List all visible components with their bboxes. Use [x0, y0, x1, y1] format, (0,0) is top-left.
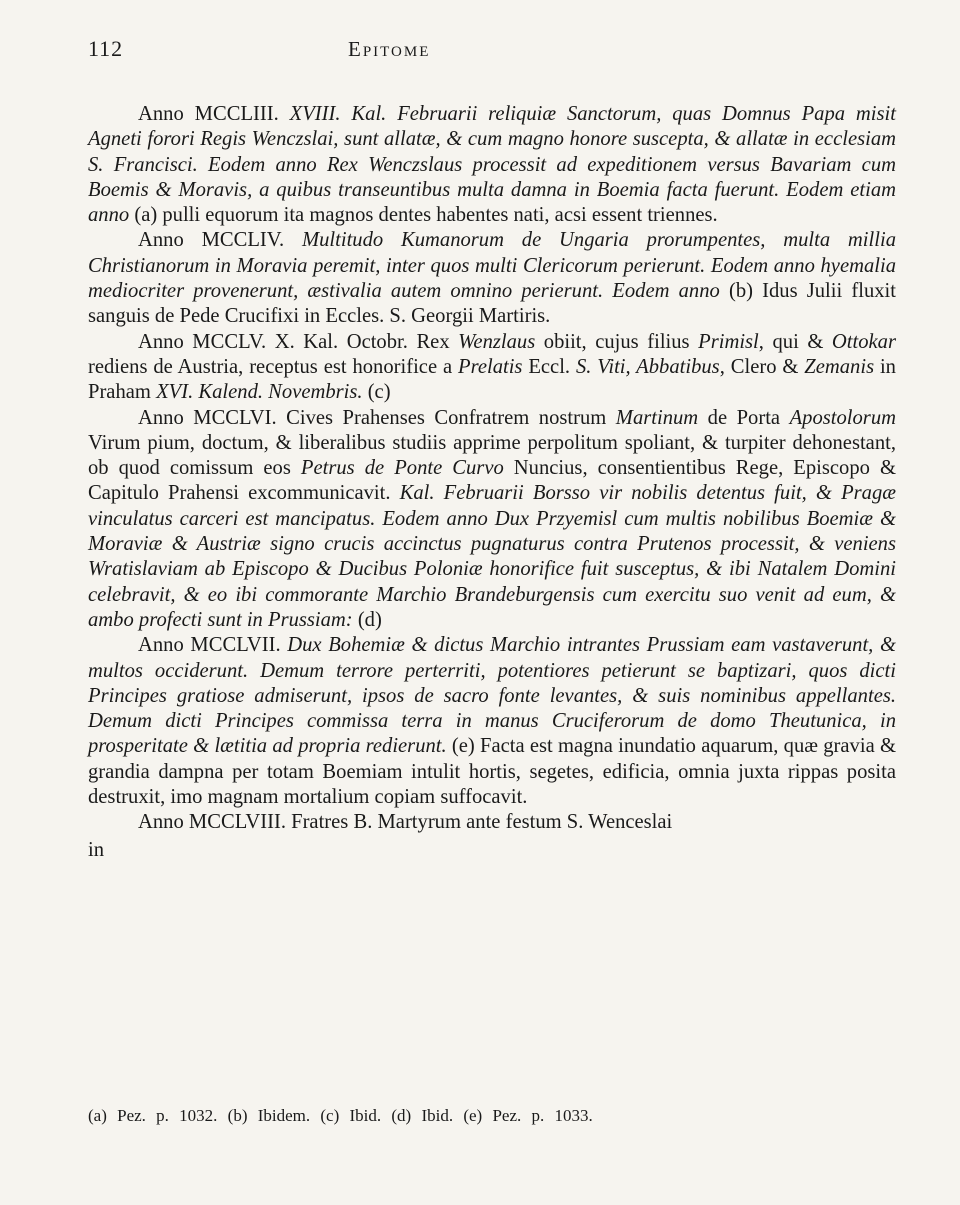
text-segment: Anno MCCLIV. — [138, 229, 302, 252]
text-segment: Nuncius, consentientibus Rege, Episcopo & Capitulo Prahensi excommunicavit. — [88, 457, 896, 505]
text-segment: (a) pulli equorum ita magnos dentes habentes nati, acsi essent triennes. — [134, 204, 718, 227]
text-segment: Multitudo Kumanorum de Ungaria prorumpentes, multa millia Christianorum in Moravia peremit, inter quos multi Clericorum perierunt. Eodem anno hyemalia mediocriter provenerunt, æstivalia autem omnino perierunt. Eodem anno — [88, 229, 896, 303]
body-text — [88, 102, 896, 862]
paragraph-anno-1257 — [88, 633, 896, 810]
text-segment: Anno MCCLIII. — [138, 103, 290, 125]
text-segment: in Praham — [88, 355, 896, 404]
text-segment: obiit, cujus filius — [535, 330, 699, 353]
text-segment: Martinum — [615, 406, 699, 429]
text-segment: Apostolorum — [789, 406, 896, 429]
text-segment: Eccl. — [522, 355, 576, 378]
text-segment: Petrus de Ponte Curvo — [300, 457, 504, 480]
paragraph-anno-1256 — [88, 406, 896, 634]
text-segment: Anno MCCLVIII. Fratres B. Martyrum ante festum S. Wenceslai — [138, 811, 673, 834]
text-segment: rediens de Austria, receptus est honorifice a — [88, 355, 458, 378]
text-segment: XVIII. Kal. Februarii reliquiæ Sanctorum, quas Domnus Papa misit Agneti forori Regis Wenczslai, sunt allatæ, & cum magno honore suscepta, & allatæ in ecclesiam S. Francisci. Eodem anno Rex Wenczslaus processit ad expeditionem versus Bavariam cum Boemis & Moravis, a quibus transeuntibus multa damna in Boemia facta fuerunt. Eodem etiam anno — [88, 103, 896, 227]
text-segment: (e) Facta est magna inundatio aquarum, quæ gravia & grandia dampna per totam Boemiam intulit hortis, segetes, edificia, omnia juxta rippas posita destruxit, imo magnam mortalium copiam suffocavit. — [88, 735, 896, 809]
text-segment: de Porta — [698, 406, 790, 429]
text-segment: Ottokar — [831, 330, 896, 353]
text-segment: , qui & — [758, 330, 832, 353]
text-segment: Anno MCCLVI. Cives Prahenses Confratrem nostrum — [138, 406, 616, 429]
text-segment: Anno MCCLVII. — [138, 634, 288, 657]
text-segment: , Clero & — [719, 355, 805, 378]
catchword: in — [88, 838, 105, 861]
text-segment: Dux Bohemiæ & dictus Marchio intrantes Prussiam eam vastaverunt, & multos occiderunt. Demum terrore perterriti, potentiores petierunt se baptizari, quos dicti Principes gratiose admiserunt, ipsos de sacro fonte levantes, & suis nominibus appellantes. Demum dicti Principes commissa terra in manus Cruciferorum de domo Theutunica, in prosperitate & lætitia ad propria redierunt. — [88, 634, 896, 758]
text-segment: S. Viti, Abbatibus — [575, 355, 720, 378]
paragraph-anno-1258 — [88, 810, 896, 835]
paragraph-anno-1255 — [88, 330, 896, 406]
text-segment: (c) — [362, 381, 391, 404]
footnotes: (a) Pez. p. 1032. (b) Ibidem. (c) Ibid. (d) Ibid. (e) Pez. p. 1033. — [88, 1106, 593, 1125]
paragraph-anno-1253 — [88, 102, 896, 228]
text-segment: (d) — [352, 608, 382, 631]
text-segment: Kal. Februarii Borsso vir nobilis detentus fuit, & Pragæ vinculatus carceri est mancipatus. Eodem anno Dux Przyemisl cum multis nobilibus Boemiæ & Moraviæ & Austriæ signo crucis accinctus pugnaturus contra Prutenos processit, & veniens Wratislaviam ab Episcopo & Ducibus Poloniæ honorifice fuit susceptus, & ibi Natalem Domini celebravit, & eo ibi commorante Marchio Brandeburgensis cum exercitu suo venit ad eum, & ambo profecti sunt in Prussiam: — [88, 482, 896, 631]
running-head: Epitome — [348, 37, 431, 61]
text-segment: Anno MCCLV. X. Kal. Octobr. Rex — [138, 330, 459, 353]
text-segment: Wenzlaus — [458, 330, 536, 353]
text-segment: Zemanis — [804, 355, 875, 378]
paragraph-anno-1254 — [88, 228, 896, 329]
text-segment: (b) Idus Julii fluxit sanguis de Pede Crucifixi in Eccles. S. Georgii Martiris. — [88, 280, 896, 328]
text-segment: Virum pium, doctum, & liberalibus studiis apprime perpolitum spoliant, & turpiter dehonestant, ob quod comissum eos — [88, 431, 896, 480]
text-segment: Primisl — [698, 330, 759, 353]
page-number: 112 — [88, 36, 124, 61]
text-segment: XVI. Kalend. Novembris. — [156, 381, 363, 404]
text-segment: Prelatis — [458, 355, 523, 378]
page-header — [88, 36, 896, 76]
